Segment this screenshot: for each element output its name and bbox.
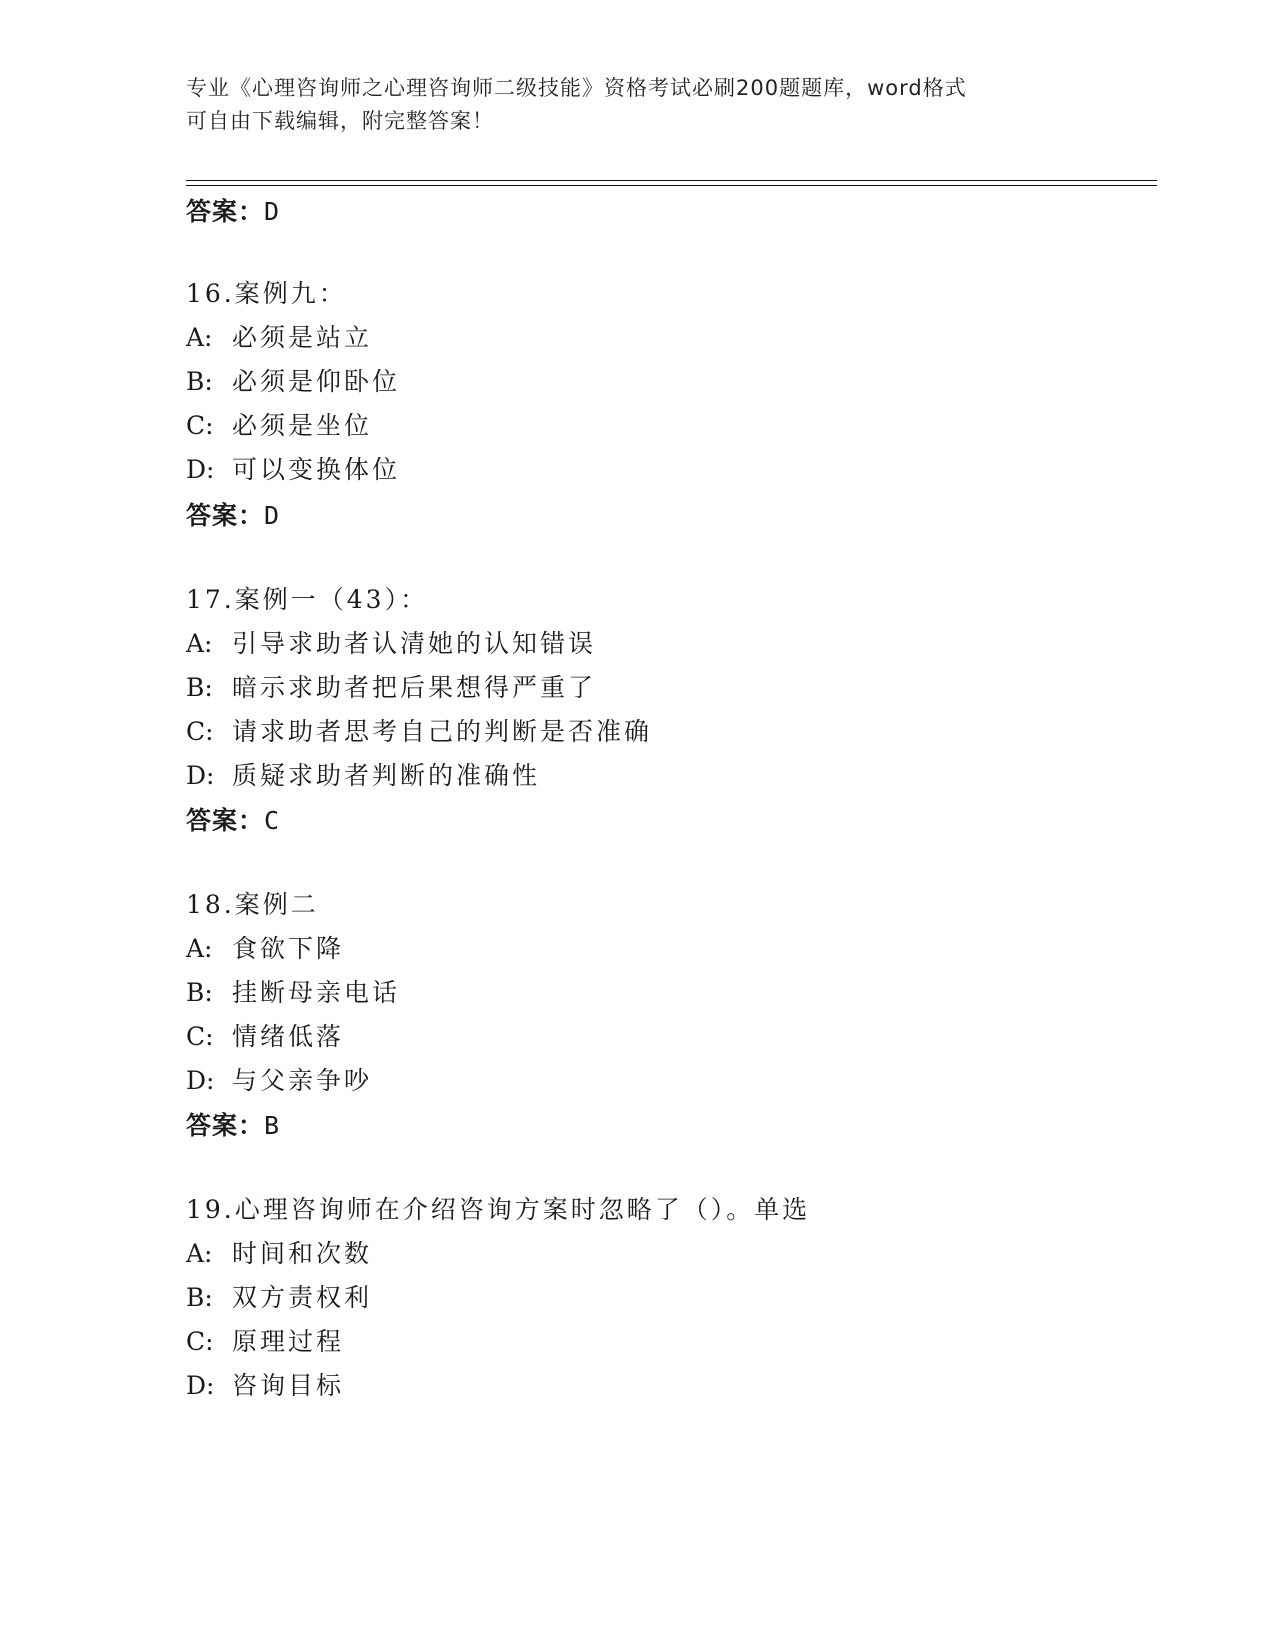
option-text: 可以变换体位 xyxy=(232,455,401,484)
header-line-2: 可自由下载编辑，附完整答案！ xyxy=(186,109,494,133)
option-line xyxy=(186,624,596,660)
option-key: B: xyxy=(186,1283,213,1312)
header-divider-top xyxy=(186,180,1157,181)
answer-value: D xyxy=(264,197,281,226)
option-key: D: xyxy=(186,1066,215,1095)
option-key: B: xyxy=(186,367,213,396)
option-text: 原理过程 xyxy=(232,1327,345,1356)
answer-line xyxy=(186,192,280,228)
option-key: D: xyxy=(186,1371,215,1400)
answer-label: 答案： xyxy=(186,806,265,835)
answer-value: B xyxy=(264,1111,281,1140)
option-text: 必须是坐位 xyxy=(232,411,373,440)
answer-value: C xyxy=(264,806,281,835)
option-text: 质疑求助者判断的准确性 xyxy=(232,761,541,790)
option-line xyxy=(186,450,400,486)
option-text: 双方责权利 xyxy=(232,1283,373,1312)
option-line xyxy=(186,1366,344,1402)
document-header xyxy=(186,72,1066,138)
option-text: 咨询目标 xyxy=(232,1371,345,1400)
option-line xyxy=(186,318,372,354)
option-line xyxy=(186,406,372,442)
option-key: C: xyxy=(186,1327,214,1356)
question-stem: 19.心理咨询师在介绍咨询方案时忽略了（）。单选 xyxy=(186,1195,811,1224)
option-key: C: xyxy=(186,1022,214,1051)
option-text: 必须是站立 xyxy=(232,323,373,352)
answer-value: D xyxy=(264,501,281,530)
option-line xyxy=(186,929,344,965)
option-line xyxy=(186,1061,372,1097)
question-stem: 17.案例一（43）： xyxy=(186,585,429,614)
option-key: A: xyxy=(186,323,213,352)
option-text: 时间和次数 xyxy=(232,1239,373,1268)
answer-line xyxy=(186,1106,280,1142)
option-text: 必须是仰卧位 xyxy=(232,367,401,396)
header-line-1: 专业《心理咨询师之心理咨询师二级技能》资格考试必刷200题题库，word格式 xyxy=(186,76,967,100)
answer-label: 答案： xyxy=(186,501,265,530)
option-key: B: xyxy=(186,978,213,1007)
option-text: 暗示求助者把后果想得严重了 xyxy=(232,673,597,702)
option-line xyxy=(186,362,400,398)
option-key: A: xyxy=(186,629,213,658)
option-key: A: xyxy=(186,934,213,963)
option-key: C: xyxy=(186,717,214,746)
option-text: 与父亲争吵 xyxy=(232,1066,373,1095)
option-text: 请求助者思考自己的判断是否准确 xyxy=(232,717,653,746)
option-key: D: xyxy=(186,455,215,484)
header-divider-bottom xyxy=(186,185,1157,186)
option-line xyxy=(186,973,400,1009)
answer-label: 答案： xyxy=(186,1111,265,1140)
option-line xyxy=(186,1234,372,1270)
option-key: A: xyxy=(186,1239,213,1268)
option-line xyxy=(186,756,540,792)
option-line xyxy=(186,668,596,704)
option-key: D: xyxy=(186,761,215,790)
option-text: 情绪低落 xyxy=(232,1022,345,1051)
option-text: 引导求助者认清她的认知错误 xyxy=(232,629,597,658)
option-line xyxy=(186,1278,372,1314)
option-line xyxy=(186,1322,344,1358)
answer-line xyxy=(186,496,280,532)
answer-line xyxy=(186,801,280,837)
question-stem: 16.案例九： xyxy=(186,279,347,308)
question-stem: 18.案例二 xyxy=(186,890,319,919)
option-key: B: xyxy=(186,673,213,702)
option-text: 食欲下降 xyxy=(232,934,345,963)
option-key: C: xyxy=(186,411,214,440)
option-line xyxy=(186,1017,344,1053)
option-line xyxy=(186,712,652,748)
answer-label: 答案： xyxy=(186,197,265,226)
option-text: 挂断母亲电话 xyxy=(232,978,401,1007)
